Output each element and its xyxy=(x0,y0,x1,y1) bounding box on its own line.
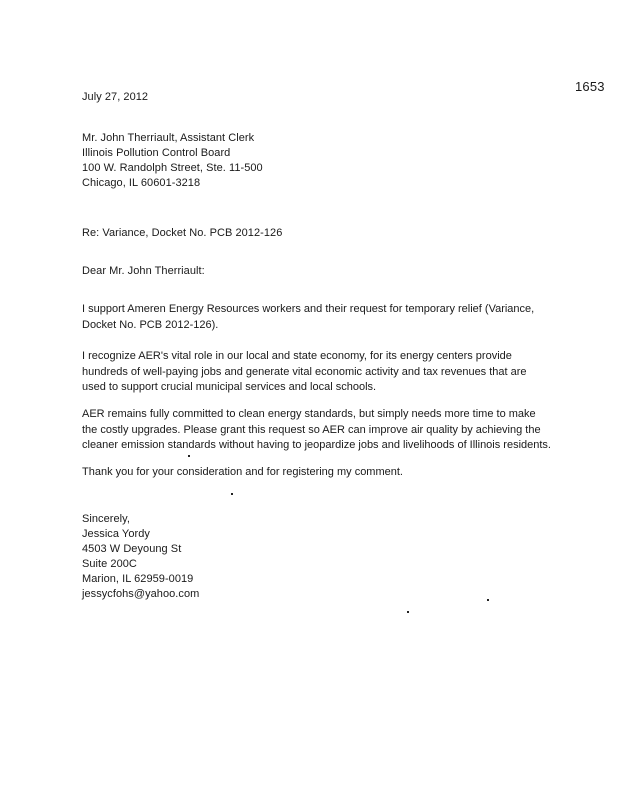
paragraph-line: AER remains fully committed to clean energy standards, but simply needs more time to make xyxy=(82,408,536,420)
recipient-street: 100 W. Randolph Street, Ste. 11-500 xyxy=(82,162,263,174)
signature-suite: Suite 200C xyxy=(82,558,137,570)
signature-name: Jessica Yordy xyxy=(82,528,150,540)
recipient-city: Chicago, IL 60601-3218 xyxy=(82,177,201,189)
body-paragraph-2 xyxy=(82,349,527,396)
paragraph-line: hundreds of well-paying jobs and generate vital economic activity and tax revenues that are xyxy=(82,365,527,378)
signature-street: 4503 W Deyoung St xyxy=(82,543,182,555)
signature-email: jessycfohs@yahoo.com xyxy=(82,588,200,600)
paragraph-line: cleaner emission standards without having to jeopardize jobs and livelihoods of Illinois residents. xyxy=(82,439,551,451)
paragraph-line: Docket No. PCB 2012-126). xyxy=(82,318,219,331)
scan-speck xyxy=(188,455,190,457)
paragraph-line: the costly upgrades. Please grant this request so AER can improve air quality by achieving the xyxy=(82,423,541,436)
signature-city: Marion, IL 62959-0019 xyxy=(82,573,194,585)
body-paragraph-4 xyxy=(82,465,403,481)
recipient-organization: Illinois Pollution Control Board xyxy=(82,147,231,159)
paragraph-line: used to support crucial municipal services and local schools. xyxy=(82,381,377,393)
scan-speck xyxy=(487,599,489,601)
page-number: 1653 xyxy=(575,79,605,94)
scan-speck xyxy=(231,493,233,495)
closing: Sincerely, xyxy=(82,513,130,525)
body-paragraph-3 xyxy=(82,407,551,454)
body-paragraph-1 xyxy=(82,302,534,333)
recipient-name-title: Mr. John Therriault, Assistant Clerk xyxy=(82,132,255,144)
re-line: Re: Variance, Docket No. PCB 2012-126 xyxy=(82,227,283,239)
salutation: Dear Mr. John Therriault: xyxy=(82,265,205,277)
letter-date: July 27, 2012 xyxy=(82,91,149,103)
paragraph-line: I recognize AER's vital role in our local and state economy, for its energy centers provide xyxy=(82,350,512,362)
paragraph-line: Thank you for your consideration and for registering my comment. xyxy=(82,466,403,478)
scan-speck xyxy=(407,611,409,613)
paragraph-line: I support Ameren Energy Resources workers and their request for temporary relief (Variance, xyxy=(82,303,535,315)
